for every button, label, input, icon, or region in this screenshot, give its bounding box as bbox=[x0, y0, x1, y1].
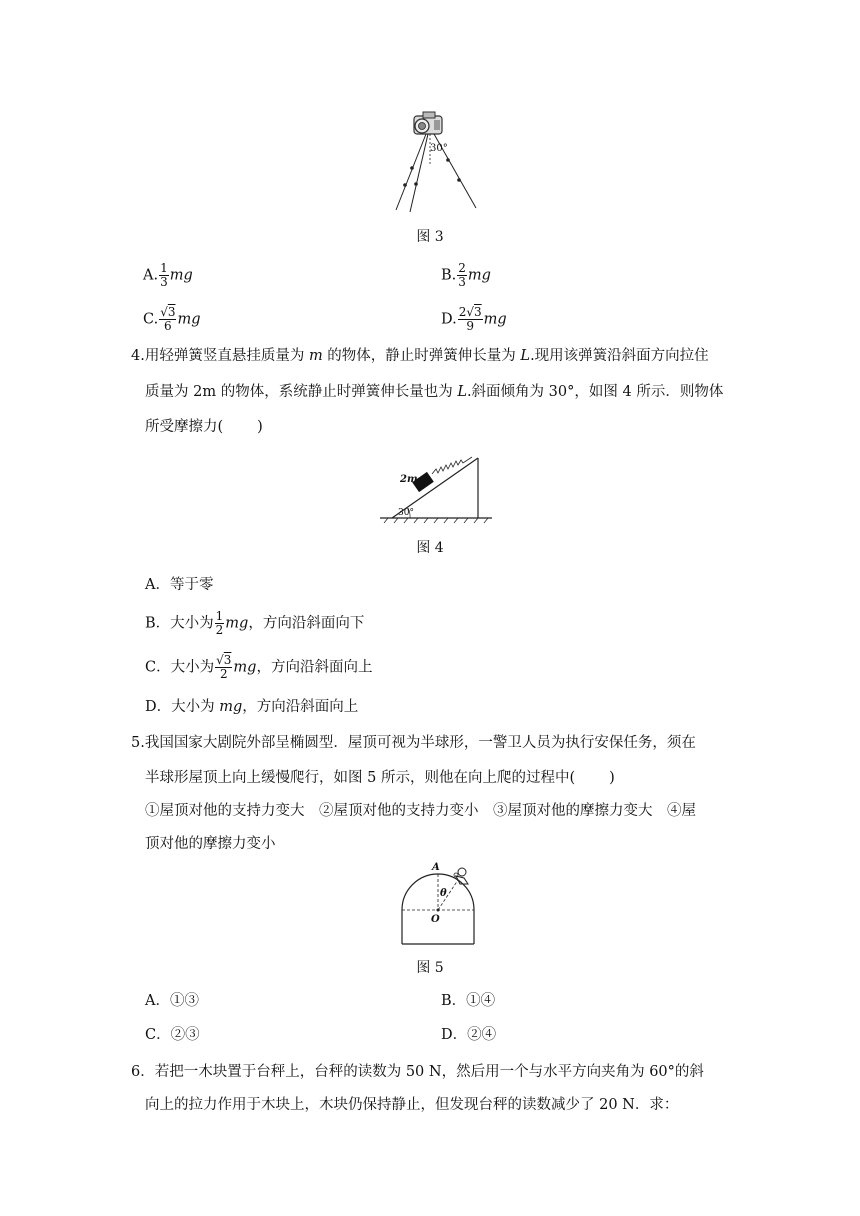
figure-3-tripod bbox=[390, 108, 485, 214]
camera-icon bbox=[414, 112, 442, 134]
fig4-angle-label: 30° bbox=[398, 508, 414, 518]
q5-stem-line-1: 5.我国国家大剧院外部呈椭圆型．屋顶可视为半球形，一警卫人员为执行安保任务，须在 bbox=[131, 735, 696, 751]
fig5-label-theta: θ bbox=[440, 888, 447, 899]
fig5-label-a: A bbox=[432, 862, 440, 873]
q4-stem-line-3: 所受摩擦力( ) bbox=[145, 419, 263, 435]
q5-option-d[interactable]: D．②④ bbox=[441, 1027, 497, 1043]
q5-stem-line-2: 半球形屋顶上向上缓慢爬行，如图 5 所示，则他在向上爬的过程中( ) bbox=[145, 770, 615, 786]
q5-option-a[interactable]: A．①③ bbox=[145, 993, 199, 1009]
fig5-label-o: O bbox=[431, 914, 440, 925]
figure-4-incline bbox=[376, 450, 496, 526]
q3-option-d[interactable]: D. $\frac{2√3}{9}$ mg bbox=[441, 305, 507, 333]
q5-option-c[interactable]: C．②③ bbox=[145, 1027, 200, 1043]
q4-option-d[interactable]: D．大小为 mg，方向沿斜面向上 bbox=[145, 699, 359, 715]
figure-4-caption: 图 4 bbox=[416, 540, 444, 556]
fig3-angle-label: 30° bbox=[430, 143, 448, 154]
q4-stem-line-2: 质量为 2m 的物体，系统静止时弹簧伸长量也为 L.斜面倾角为 30°，如图 4 所示．则物体 bbox=[145, 384, 724, 400]
q4-option-b[interactable]: B．大小为 $\frac{1}{2}$ mg，方向沿斜面向下 bbox=[145, 609, 365, 637]
fig4-mass-label: 2m bbox=[400, 474, 418, 485]
figure-5-caption: 图 5 bbox=[416, 960, 444, 976]
q5-statements-line-2: 顶对他的摩擦力变小 bbox=[145, 836, 276, 852]
q4-stem-line-1: 4.用轻弹簧竖直悬挂质量为 m 的物体，静止时弹簧伸长量为 L.现用该弹簧沿斜面方向拉住 bbox=[131, 348, 709, 364]
q4-option-c[interactable]: C．大小为 $\frac{√3}{2}$ mg，方向沿斜面向上 bbox=[145, 653, 373, 681]
q6-stem-line-2: 向上的拉力作用于木块上，木块仍保持静止，但发现台秤的读数减少了 20 N．求： bbox=[145, 1097, 679, 1113]
q3-option-a[interactable]: A. $\frac{1}{3}$ mg bbox=[143, 261, 193, 289]
q5-statements-line-1: ①屋顶对他的支持力变大 ②屋顶对他的支持力变小 ③屋顶对他的摩擦力变大 ④屋 bbox=[145, 803, 696, 819]
q4-option-a[interactable]: A．等于零 bbox=[145, 577, 214, 593]
q5-option-b[interactable]: B．①④ bbox=[441, 993, 496, 1009]
q3-option-c[interactable]: C. $\frac{√3}{6}$ mg bbox=[143, 305, 201, 333]
figure-5-dome bbox=[398, 856, 478, 946]
q6-stem-line-1: 6．若把一木块置于台秤上，台秤的读数为 50 N，然后用一个与水平方向夹角为 60°的斜 bbox=[131, 1064, 704, 1080]
q3-option-b[interactable]: B. $\frac{2}{3}$ mg bbox=[441, 261, 491, 289]
figure-3-caption: 图 3 bbox=[416, 229, 444, 245]
